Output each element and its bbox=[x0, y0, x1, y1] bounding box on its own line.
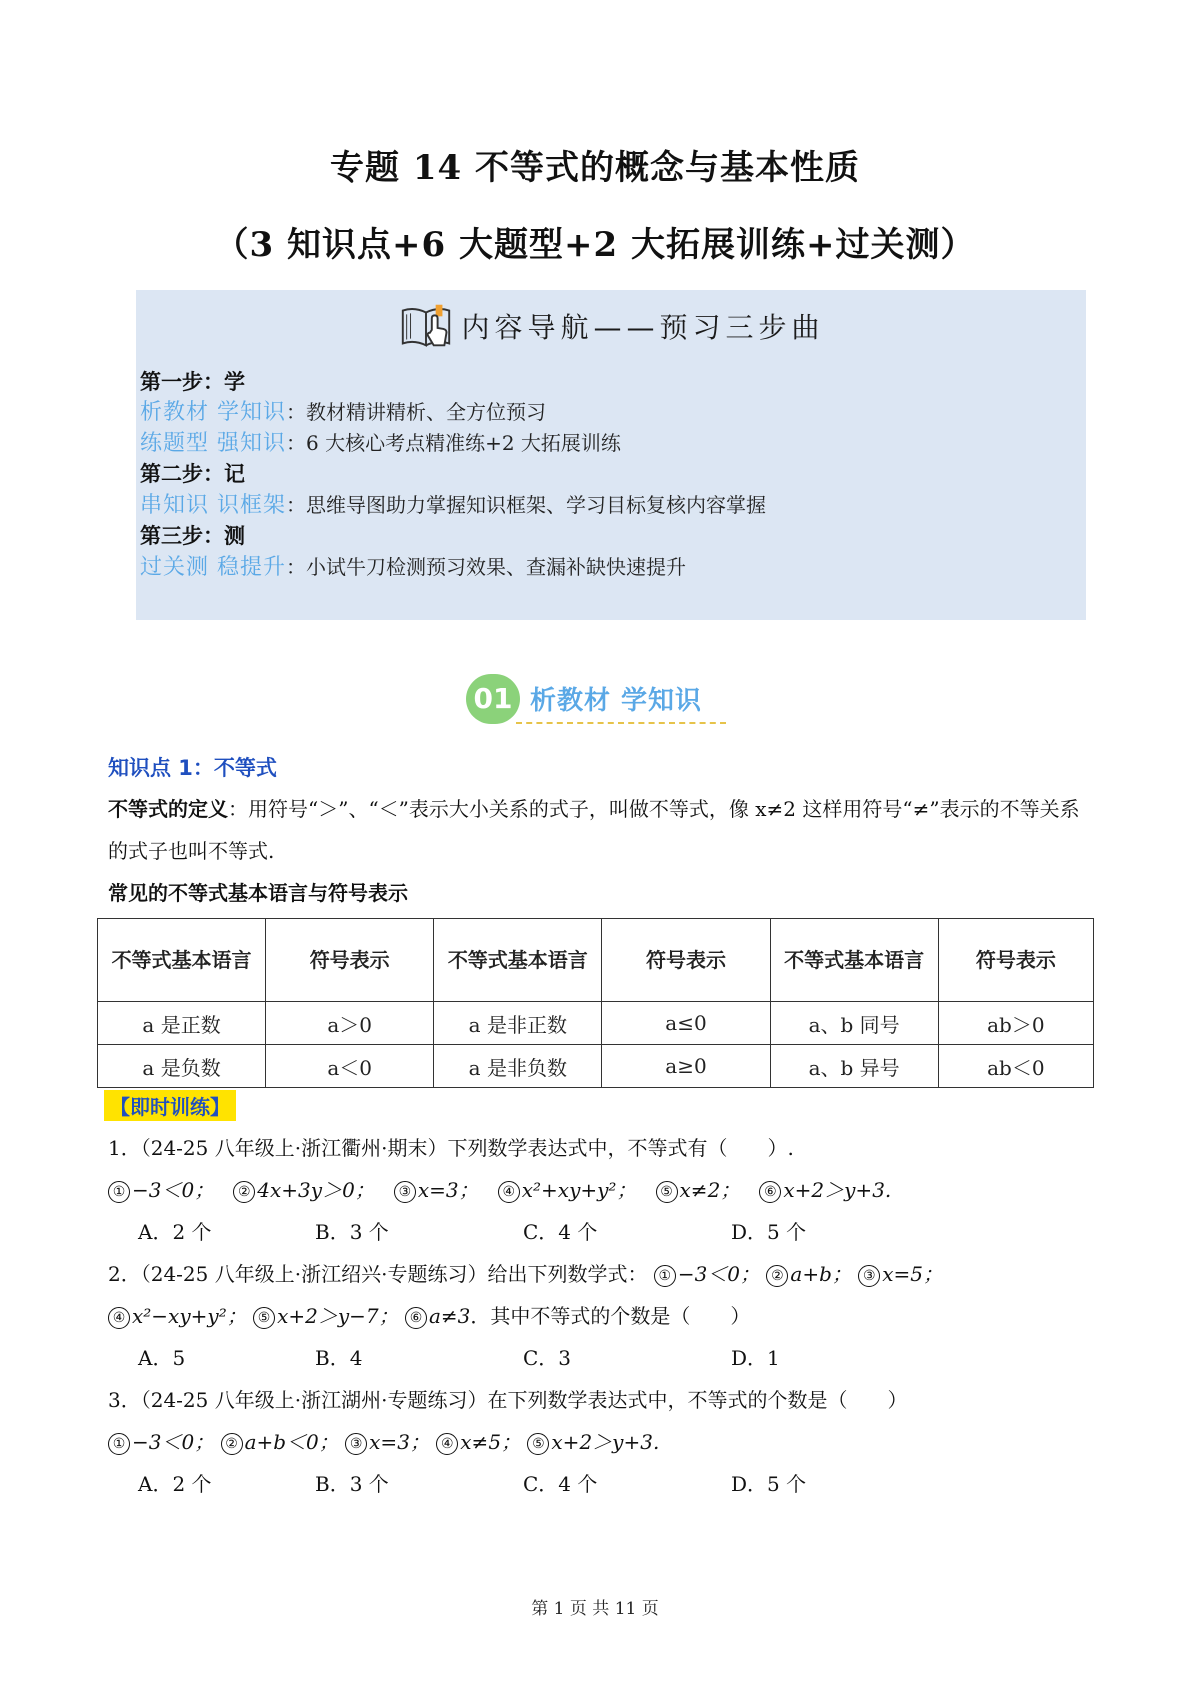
page-footer: 第 1 页 共 11 页 bbox=[531, 1599, 659, 1619]
section-label: 析教材 学知识 bbox=[530, 686, 703, 716]
table-header-row bbox=[98, 919, 1094, 1002]
row2-key: 练题型 强知识 bbox=[140, 431, 286, 456]
book-pointer-icon bbox=[397, 297, 455, 355]
navigation-heading-text: 内容导航——预习三步曲 bbox=[461, 311, 825, 344]
question-2-stem: 2．（24-25 八年级上·浙江绍兴·专题练习）给出下列数学式： ① −3＜0； ② a+b； ③ x=5； bbox=[108, 1262, 943, 1286]
table-cell: a、b 异号 bbox=[770, 1045, 938, 1088]
table-cell: a、b 同号 bbox=[770, 1002, 938, 1045]
table-header: 不等式基本语言 bbox=[98, 919, 266, 1002]
question-3-option-c[interactable]: C．4 个 bbox=[523, 1472, 598, 1496]
table-cell: a≥0 bbox=[602, 1045, 770, 1088]
section-number: 01 bbox=[466, 674, 520, 724]
step2-title: 第二步：记 bbox=[140, 462, 245, 486]
table-header: 符号表示 bbox=[602, 919, 770, 1002]
question-1-option-c[interactable]: C．4 个 bbox=[523, 1220, 598, 1244]
table-cell: a 是非负数 bbox=[434, 1045, 602, 1088]
symbol-table bbox=[97, 918, 1094, 1088]
row1-desc: ：教材精讲精析、全方位预习 bbox=[286, 400, 546, 424]
question-3-stem: 3．（24-25 八年级上·浙江湖州·专题练习）在下列数学表达式中，不等式的个数是（ ） bbox=[108, 1388, 908, 1412]
definition-text: ：用符号“＞”、“＜”表示大小关系的式子，叫做不等式，像 x≠2 这样用符号“≠”表示的不等关系的式子也叫不等式. bbox=[108, 797, 1080, 863]
definition-paragraph bbox=[108, 788, 1093, 872]
table-row bbox=[98, 1045, 1094, 1088]
table-cell: a≤0 bbox=[602, 1002, 770, 1045]
table-caption: 常见的不等式基本语言与符号表示 bbox=[108, 881, 408, 905]
question-3-option-d[interactable]: D．5 个 bbox=[731, 1472, 807, 1496]
question-2-option-a[interactable]: A．5 bbox=[138, 1346, 186, 1370]
row2-desc: ：6 大核心考点精准练+2 大拓展训练 bbox=[286, 431, 621, 455]
question-1-stem: 1．（24-25 八年级上·浙江衢州·期末）下列数学表达式中，不等式有（ ）. bbox=[108, 1136, 794, 1160]
question-2-option-b[interactable]: B．4 bbox=[315, 1346, 363, 1370]
table-cell: a＞0 bbox=[266, 1002, 434, 1045]
step1-row2 bbox=[140, 429, 621, 458]
question-3-option-b[interactable]: B．3 个 bbox=[315, 1472, 389, 1496]
row3-desc: ：思维导图助力掌握知识框架、学习目标复核内容掌握 bbox=[286, 493, 766, 517]
table-header: 符号表示 bbox=[938, 919, 1093, 1002]
step2-row bbox=[140, 491, 766, 520]
drill-tag: 【即时训练】 bbox=[104, 1090, 236, 1121]
question-1-items: ① −3＜0； ② 4x+3y＞0； ③ x=3； ④ x²+xy+y²； ⑤ x≠2； ⑥ x+2＞y+3. bbox=[108, 1174, 891, 1203]
definition-term: 不等式的定义 bbox=[108, 797, 228, 821]
section-badge bbox=[466, 672, 726, 728]
page-subtitle: （3 知识点+6 大题型+2 大拓展训练+过关测） bbox=[214, 225, 976, 265]
content-navigation-box bbox=[136, 290, 1086, 620]
question-1-option-b[interactable]: B．3 个 bbox=[315, 1220, 389, 1244]
row4-key: 过关测 稳提升 bbox=[140, 555, 286, 580]
table-header: 不等式基本语言 bbox=[434, 919, 602, 1002]
table-cell: a 是非正数 bbox=[434, 1002, 602, 1045]
knowledge-point-title: 知识点 1：不等式 bbox=[108, 756, 277, 780]
step1-title: 第一步：学 bbox=[140, 370, 245, 394]
table-cell: ab＞0 bbox=[938, 1002, 1093, 1045]
table-row bbox=[98, 1002, 1094, 1045]
step3-row bbox=[140, 553, 686, 582]
row1-key: 析教材 学知识 bbox=[140, 400, 286, 425]
row4-desc: ：小试牛刀检测预习效果、查漏补缺快速提升 bbox=[286, 555, 686, 579]
page-title: 专题 14 不等式的概念与基本性质 bbox=[330, 148, 860, 188]
question-2-option-d[interactable]: D．1 bbox=[731, 1346, 780, 1370]
table-cell: a 是负数 bbox=[98, 1045, 266, 1088]
question-2-option-c[interactable]: C．3 bbox=[523, 1346, 572, 1370]
question-2-items: ④ x²−xy+y²； ⑤ x+2＞y−7； ⑥ a≠3．其中不等式的个数是（ ） bbox=[108, 1300, 750, 1329]
navigation-heading bbox=[136, 296, 1086, 356]
question-3-option-a[interactable]: A．2 个 bbox=[138, 1472, 212, 1496]
question-1-option-d[interactable]: D．5 个 bbox=[731, 1220, 807, 1244]
step3-title: 第三步：测 bbox=[140, 524, 245, 548]
table-cell: a＜0 bbox=[266, 1045, 434, 1088]
table-header: 不等式基本语言 bbox=[770, 919, 938, 1002]
row3-key: 串知识 识框架 bbox=[140, 493, 286, 518]
section-underline bbox=[516, 722, 726, 724]
step1-row1 bbox=[140, 398, 546, 427]
table-cell: a 是正数 bbox=[98, 1002, 266, 1045]
table-header: 符号表示 bbox=[266, 919, 434, 1002]
table-cell: ab＜0 bbox=[938, 1045, 1093, 1088]
question-1-option-a[interactable]: A．2 个 bbox=[138, 1220, 212, 1244]
question-3-items: ① −3＜0； ② a+b＜0； ③ x=3； ④ x≠5； ⑤ x+2＞y+3. bbox=[108, 1426, 659, 1455]
